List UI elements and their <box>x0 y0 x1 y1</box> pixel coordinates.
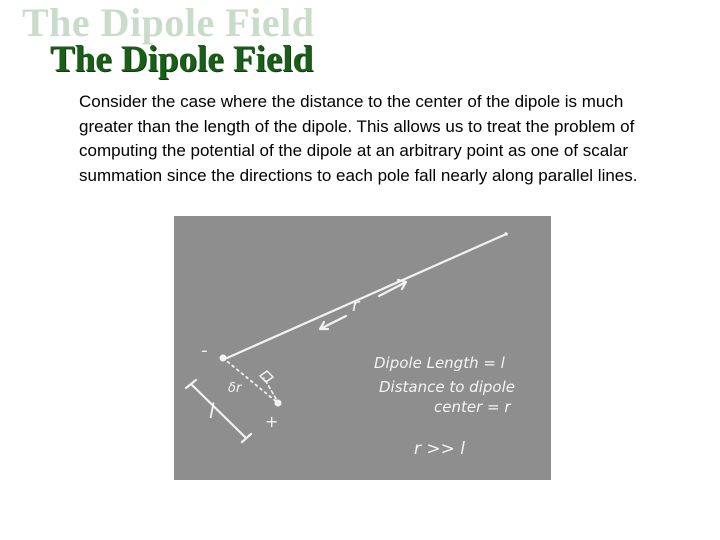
arrow-inward <box>320 316 346 329</box>
legend-line3: center = r <box>434 398 511 416</box>
minus-sign: - <box>201 340 208 361</box>
legend-line1: Dipole Length = l <box>374 354 505 372</box>
dipole-chalkboard-photo <box>174 216 551 480</box>
l-label: l <box>209 399 215 423</box>
right-angle-marker <box>260 371 273 382</box>
dipole-diagram <box>174 216 551 480</box>
condition-label: r >> l <box>414 439 466 459</box>
plus-sign: + <box>265 412 279 431</box>
legend-line2: Distance to dipole <box>379 378 515 396</box>
body-paragraph: Consider the case where the distance to the center of the dipole is much greater than the length of the dipole. This allows us to treat the problem of computing the potential of the dipole at an arbitrary point as one of scalar summation since the directions to each pole fall nearly along parallel lines. <box>79 92 638 185</box>
delta-r-label: δr <box>228 381 242 396</box>
slide-title: The Dipole Field <box>50 39 314 80</box>
far-point <box>504 232 508 236</box>
title-shadow: The Dipole Field <box>22 0 315 45</box>
r-label: r <box>352 295 360 316</box>
distance-line <box>227 235 504 358</box>
